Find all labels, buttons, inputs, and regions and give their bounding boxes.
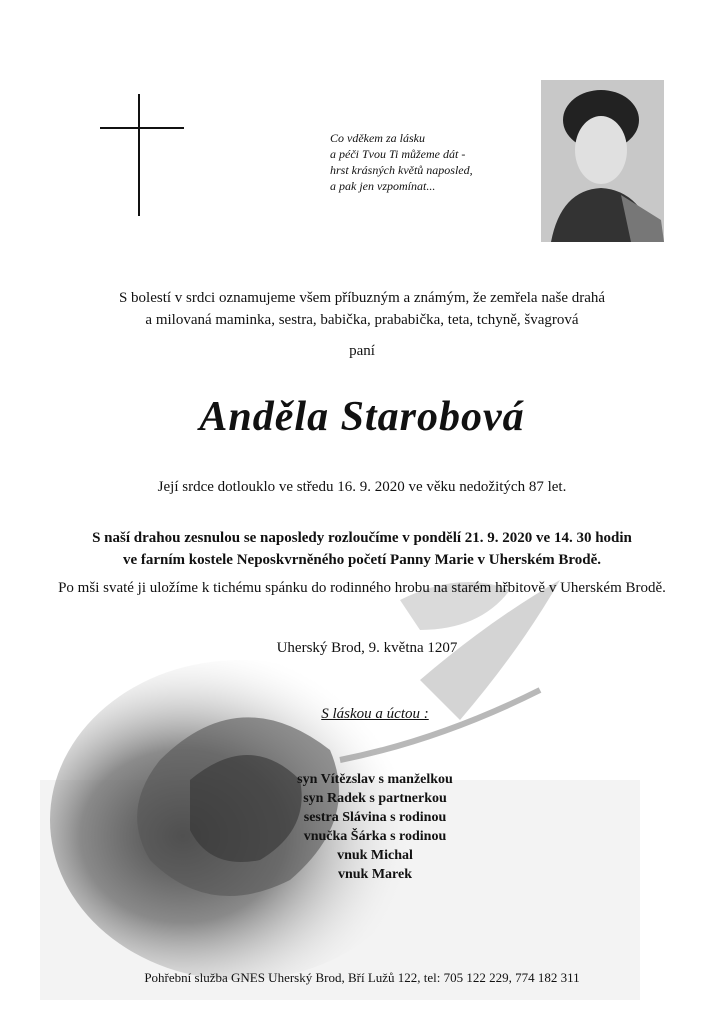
memorial-verse [330,130,530,194]
place-date: Uherský Brod, 9. května 1207 [276,640,458,656]
verse-line: a péči Tvou Ti můžeme dát - [330,147,466,161]
announcement-line: a milovaná maminka, sestra, babička, prababička, teta, tchyně, švagrová [145,312,579,328]
cross-vertical [138,94,140,216]
mourner: syn Vítězslav s manželkou [297,772,453,787]
funeral-info [0,527,724,571]
funeral-line: ve farním kostele Neposkvrněného početí Panny Marie v Uherském Brodě. [122,552,601,568]
mourner: syn Radek s partnerkou [303,791,447,806]
mourners-list [188,770,562,884]
announcement-text [0,287,724,331]
announcement-line: S bolestí v srdci oznamujeme všem příbuzným a známým, že zemřela naše drahá [118,290,606,306]
death-info: Její srdce dotlouklo ve středu 16. 9. 2020 ve věku nedožitých 87 let. [157,479,567,495]
deceased-name: Anděla Starobová [199,394,525,440]
mourner: vnuk Marek [337,867,413,882]
title-word: paní [349,343,375,359]
portrait-image [541,80,664,242]
mourner: vnuk Michal [337,848,413,863]
mourner: vnučka Šárka s rodinou [303,829,447,844]
verse-line: Co vděkem za lásku [330,131,425,145]
funeral-line: S naší drahou zesnulou se naposledy rozloučíme v pondělí 21. 9. 2020 ve 14. 30 hodin [92,530,632,546]
mourner: sestra Slávina s rodinou [303,810,447,825]
portrait-photo [541,80,664,242]
closing-line: S láskou a úctou : [321,706,429,722]
verse-line: hrst krásných květů naposled, [330,163,473,177]
burial-info: Po mši svaté ji uložíme k tichému spánku do rodinného hrobu na starém hřbitově v Uherském Brodě. [58,580,666,596]
funeral-service-footer: Pohřební služba GNES Uherský Brod, Bří Lužů 122, tel: 705 122 229, 774 182 311 [144,970,580,985]
verse-line: a pak jen vzpomínat... [330,179,436,193]
cross-horizontal [100,127,184,129]
